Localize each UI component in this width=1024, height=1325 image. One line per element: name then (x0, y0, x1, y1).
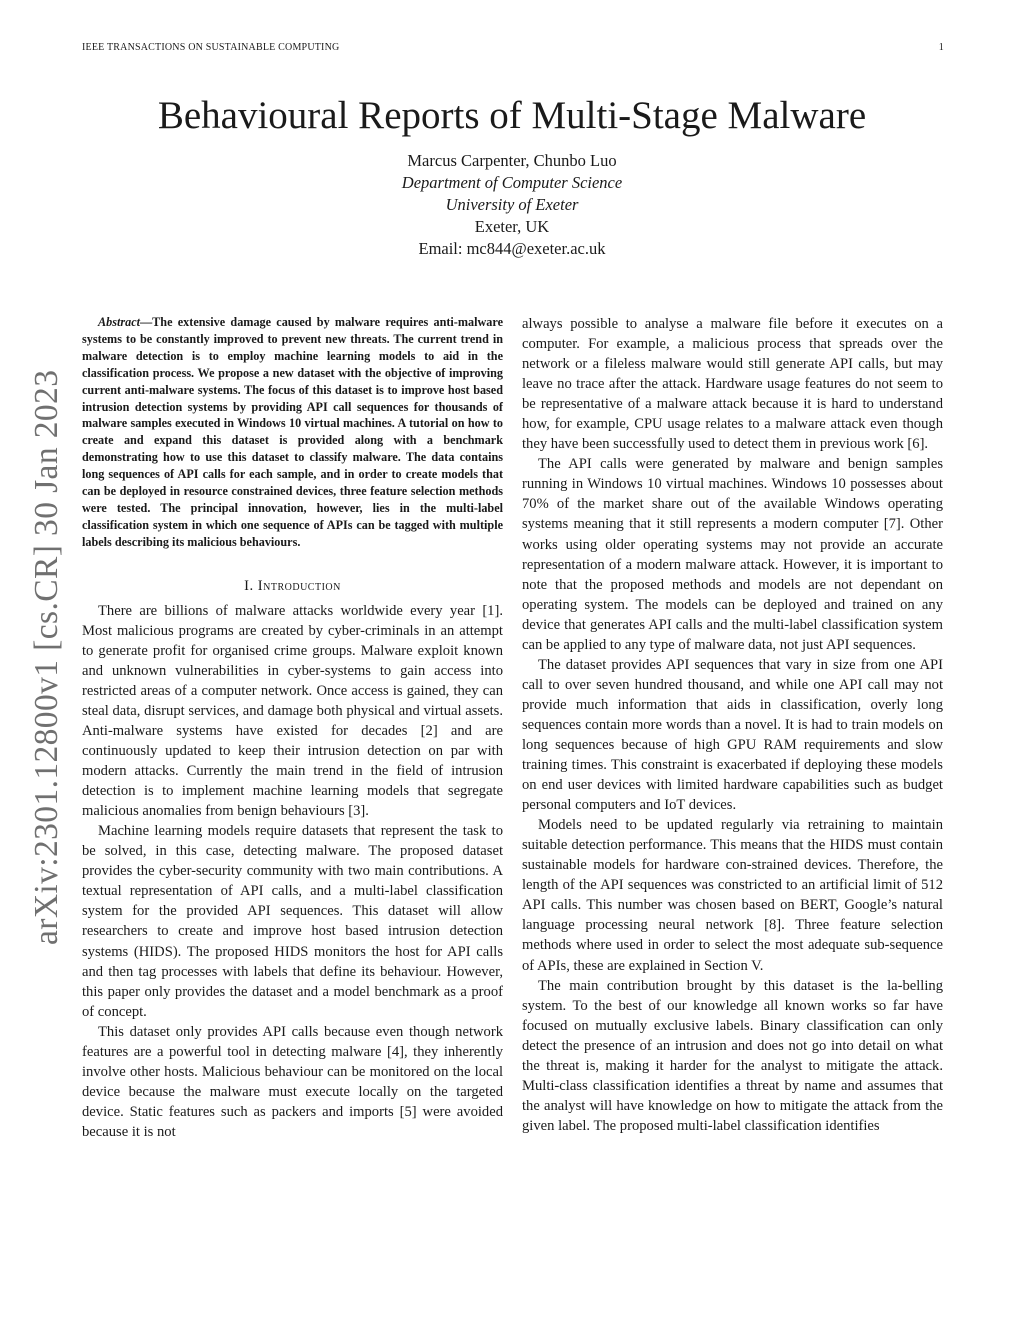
abstract-text: —The extensive damage caused by malware requires anti-malware systems to be constantly improved to prevent new threats. The current trend in malware detection is to employ machine learning models to aid in the classification process. We propose a new dataset with the objective of improving current anti-malware systems. The focus of this dataset is to improve host based intrusion detection systems by providing API call sequences for thousands of malware samples executed in Windows 10 virtual machines. A tutorial on how to create and expand this dataset is provided along with a benchmark demonstrating how to use this dataset to classify malware. The data contains long sequences of API calls for each sample, and in order to create models that can be deployed in resource constrained devices, three feature selection methods were tested. The principal innovation, however, lies in the multi-label classification system in which one sequence of APIs can be tagged with multiple labels describing its malicious behaviours. (82, 315, 503, 549)
author-names: Marcus Carpenter, Chunbo Luo (407, 151, 617, 170)
section-heading-introduction: I. Introduction (244, 577, 341, 594)
intro-paragraph: Machine learning models require datasets that represent the task to be solved, in this case, detecting malware. The proposed dataset provides the cyber-security community with two main contributions. A textual representation of API calls, and a multi-label classification system for the provided API sequences. This dataset will allow researchers to create and improve host based intrusion detection systems (HIDS). The proposed HIDS monitors the host for API calls and then tag processes with labels that define its behaviour. However, this paper only provides the dataset and a model benchmark as a proof of concept. (82, 823, 503, 1020)
arxiv-stamp: arXiv:2301.12800v1 [cs.CR] 30 Jan 2023 (28, 369, 65, 945)
page-number: 1 (938, 42, 944, 53)
left-column (82, 314, 503, 1142)
author-email: Email: mc844@exeter.ac.uk (418, 239, 606, 258)
intro-paragraph: The API calls were generated by malware and benign samples running in Windows 10 virtual machines. Windows 10 possesses about 70% of the market share out of the available Windows operating systems meaning that it still represents a modern computer [7]. Other works using older operating systems may not provide an accurate representation of a modern malware attack. However, it is important to note that the proposed methods and models are not dependant on operating system. The models can be deployed and trained on any device that generates API calls and the multi-label classification system can be applied to any type of malware data, not just API sequences. (522, 456, 943, 653)
intro-paragraph: The dataset provides API sequences that vary in size from one API call to over seven hundred thousand, and while one API call may not provide much information that aids in classification, overly long sequences contain more words than a novel. It is had to train models on long sequences because of high GPU RAM requirements and slow training times. This constraint is exacerbated if deploying these models on end user devices with limited hardware capabilities such as budget personal computers and IoT devices. (522, 656, 943, 814)
journal-name: IEEE TRANSACTIONS ON SUSTAINABLE COMPUTING (82, 42, 340, 53)
running-head (82, 42, 944, 56)
author-block (0, 150, 1024, 260)
paper-title: Behavioural Reports of Multi-Stage Malware (157, 94, 867, 137)
abstract (82, 314, 503, 551)
intro-paragraph: The main contribution brought by this dataset is the la-belling system. To the best of our knowledge all known works so far have focused on mutually exclusive labels. Binary classification can only detect the presence of an intrusion and does not go into detail on what the threat is, making it harder for the analyst to mitigate the attack. Multi-class classification identifies a threat by name and assumes that the analyst will have knowledge on how to mitigate the attack from the given label. The proposed multi-label classification identifies (522, 977, 943, 1134)
author-location: Exeter, UK (474, 217, 550, 236)
right-column (522, 314, 943, 1136)
intro-paragraph: There are billions of malware attacks worldwide every year [1]. Most malicious programs are created by cyber-criminals in an attempt to generate profit for organised crime groups. Malware exploit known and unknown vulnerabilities in cyber-systems to gain access into restricted areas of a computer network. Once access is gained, they can steal data, disrupt services, and damage both physical and virtual assets. Anti-malware systems have existed for decades [2] and are continuously updated to keep their intrusion detection on par with modern attacks. Currently the main trend in the field of intrusion detection is to implement machine learning models that segregate malicious anomalies from benign behaviours [3]. (82, 602, 503, 820)
intro-paragraph: This dataset only provides API calls because even though network features are a powerful tool in detecting malware [4], they inherently involve other hosts. Malicious behaviour can be monitored on the local device because the malware must execute locally on the targeted device. Static features such as packers and imports [5] were avoided because it is not (82, 1023, 503, 1140)
intro-paragraph: Models need to be updated regularly via retraining to maintain suitable detection performance. This means that the HIDS must contain sustainable models for hardware con-strained devices. Therefore, the length of the API sequences was constricted to an artificial limit of 512 API calls. This number was chosen based on BERT, Google’s natural language processing neural network [8]. Three feature selection methods where used in order to select the most adequate sub-sequence of APIs, these are explained in Section V. (522, 817, 943, 974)
abstract-label: Abstract (98, 315, 140, 329)
author-university: University of Exeter (445, 195, 579, 214)
intro-paragraph-continuation: always possible to analyse a malware file before it executes on a computer. For example, a malicious process that spreads over the network or a fileless malware would still generate API calls, but may leave no trace after the attack. Hardware usage features do not seem to be representative of a malware attack because it is hard to understand how, for example, CPU usage relates to a malware attack even though they have been successfully used to detect them in previous work [6]. (522, 316, 943, 453)
author-department: Department of Computer Science (401, 173, 623, 192)
